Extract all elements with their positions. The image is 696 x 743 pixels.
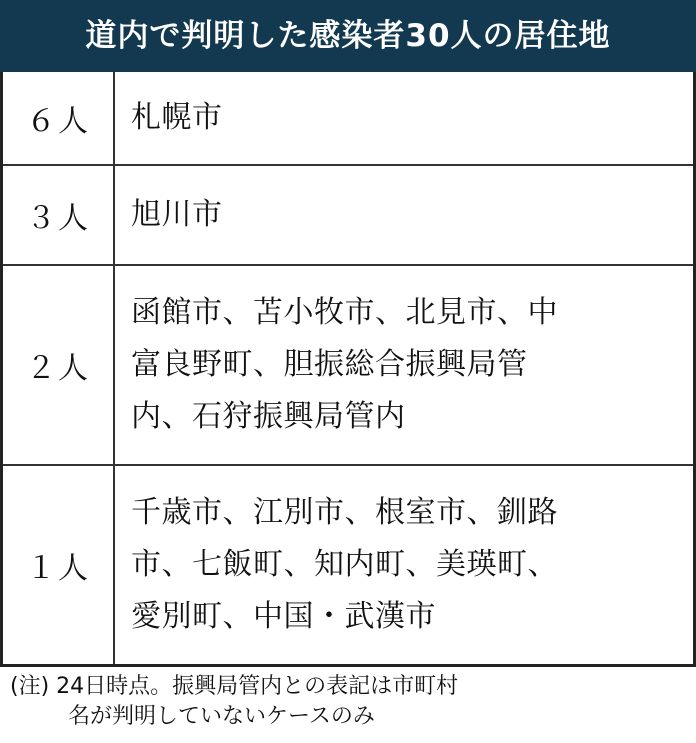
places-cell: [115, 266, 693, 464]
table-row: [3, 466, 693, 664]
places-list: [131, 92, 223, 144]
places-line: 札幌市: [131, 100, 223, 135]
count-cell: １人: [3, 466, 115, 664]
places-list: [131, 189, 223, 241]
table-row: [3, 266, 693, 466]
places-cell: [115, 166, 693, 264]
places-line: 函館市、苫小牧市、北見市、中: [131, 295, 558, 330]
count-cell: ６人: [3, 72, 115, 164]
places-cell: [115, 466, 693, 664]
places-line: 旭川市: [131, 197, 223, 232]
places-line: 千歳市、江別市、根室市、釧路: [131, 495, 558, 530]
footnote-line: (注) 24日時点。振興局管内との表記は市町村: [10, 674, 459, 699]
places-cell: [115, 72, 693, 164]
footnote: [10, 672, 690, 732]
residence-table: [0, 72, 696, 667]
places-line: 市、七飯町、知内町、美瑛町、: [131, 547, 558, 582]
table-row: [3, 72, 693, 166]
table-row: [3, 166, 693, 266]
count-cell: ３人: [3, 166, 115, 264]
places-list: [131, 487, 558, 643]
footnote-line: 名が判明していないケースのみ: [68, 704, 375, 729]
table-title: 道内で判明した感染者30人の居住地: [0, 0, 696, 72]
count-cell: ２人: [3, 266, 115, 464]
places-line: 内、石狩振興局管内: [131, 399, 406, 434]
places-list: [131, 287, 558, 443]
places-line: 愛別町、中国・武漢市: [131, 599, 436, 634]
places-line: 富良野町、胆振総合振興局管: [131, 347, 528, 382]
